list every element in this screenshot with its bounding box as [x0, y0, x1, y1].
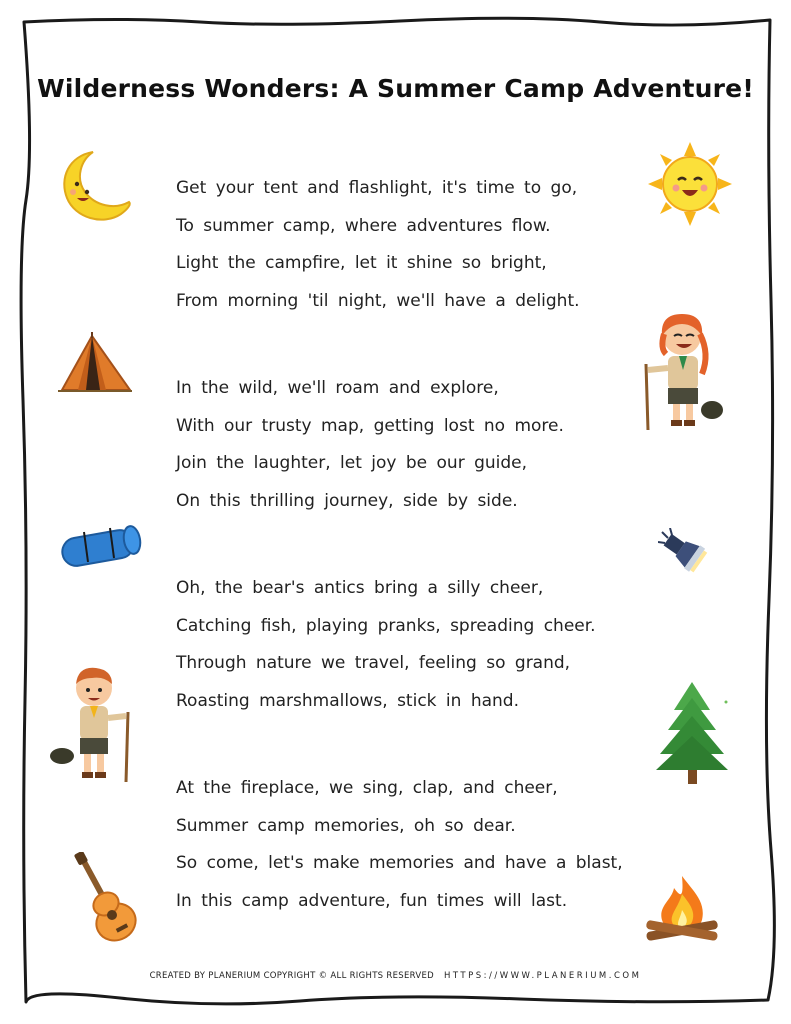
poem [176, 170, 646, 970]
moon-icon [55, 148, 135, 228]
sleeping-mat-icon [58, 520, 144, 570]
poem-line: Catching fish, playing pranks, spreading cheer. [176, 615, 596, 636]
stanza-2 [176, 370, 646, 520]
guitar-icon [72, 852, 142, 946]
stanza-1 [176, 170, 646, 320]
poem-line: To summer camp, where adventures flow. [176, 215, 551, 236]
poem-line: Roasting marshmallows, stick in hand. [176, 690, 519, 711]
campfire-icon [640, 872, 724, 942]
poem-line: So come, let's make memories and have a blast, [176, 853, 623, 873]
poem-line: Through nature we travel, feeling so grand, [176, 653, 571, 673]
poem-line: Get your tent and flashlight, it's time to go, [176, 178, 578, 198]
flashlight-icon [658, 528, 716, 576]
tent-icon [56, 330, 134, 396]
poem-line: On this thrilling journey, side by side. [176, 490, 518, 511]
footer-credit: CREATED BY PLANERIUM COPYRIGHT © ALL RIGHTS RESERVED [149, 971, 434, 981]
poem-line: Join the laughter, let joy be our guide, [176, 453, 528, 473]
scout-girl-icon [638, 308, 726, 434]
poem-line: With our trusty map, getting lost no more. [176, 415, 564, 436]
poem-line: Summer camp memories, oh so dear. [176, 815, 516, 836]
poem-line: At the fireplace, we sing, clap, and cheer, [176, 778, 558, 798]
stanza-4 [176, 770, 646, 920]
pine-tree-icon [652, 680, 732, 786]
page-title: Wilderness Wonders: A Summer Camp Adventure! [37, 74, 754, 103]
footer [0, 971, 791, 981]
poem-line: Light the campfire, let it shine so bright, [176, 253, 547, 273]
poem-line: In the wild, we'll roam and explore, [176, 378, 499, 398]
footer-url[interactable]: HTTPS://WWW.PLANERIUM.COM [444, 971, 642, 981]
poem-line: Oh, the bear's antics bring a silly cheer, [176, 578, 544, 598]
sun-icon [648, 142, 732, 226]
scout-boy-icon [48, 662, 140, 786]
poem-line: From morning 'til night, we'll have a delight. [176, 290, 580, 311]
stanza-3 [176, 570, 646, 720]
poem-line: In this camp adventure, fun times will last. [176, 890, 568, 911]
